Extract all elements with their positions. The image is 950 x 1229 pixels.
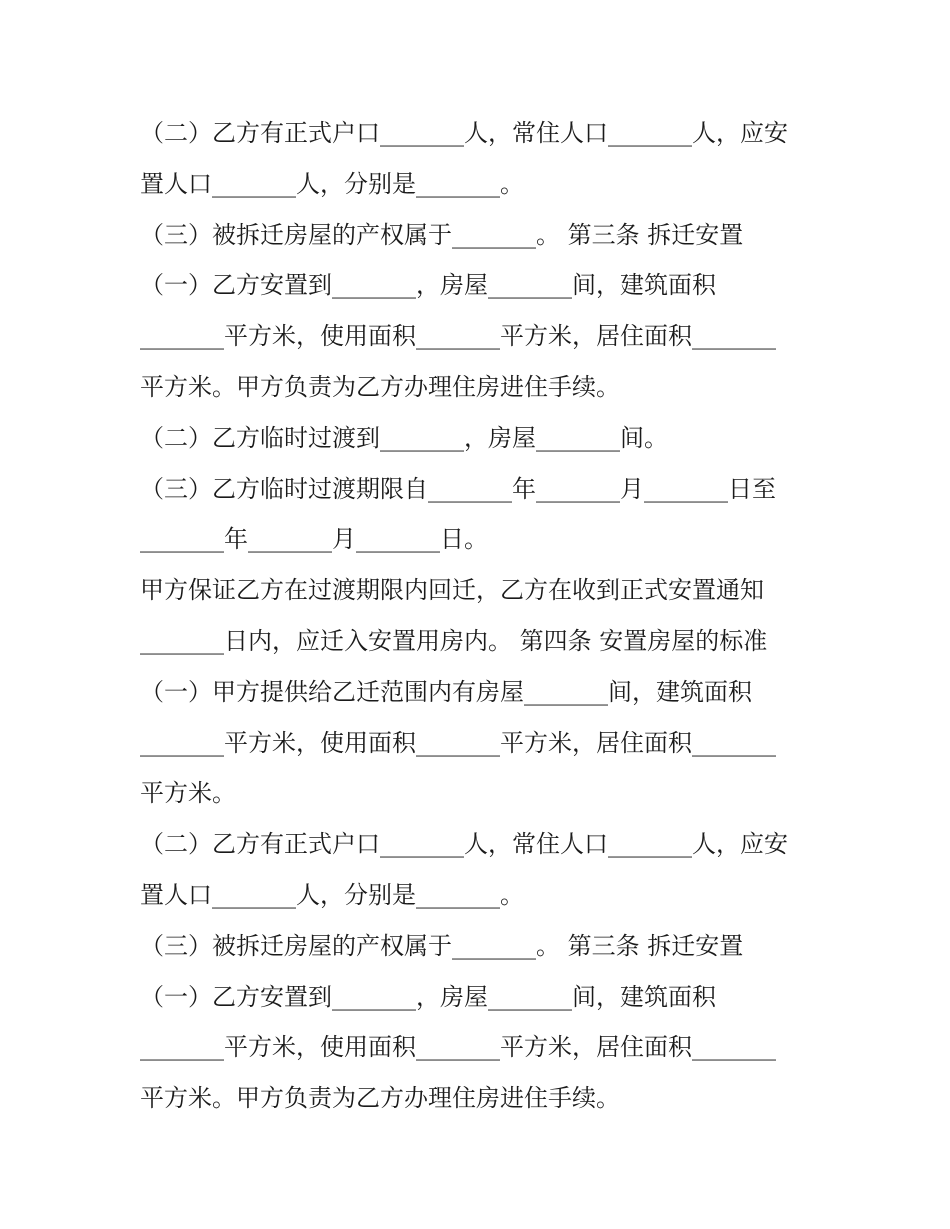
text-line: 甲方保证乙方在过渡期限内回迁，乙方在收到正式安置通知 [140,576,764,605]
text-line: （二）乙方有正式户口_______人，常住人口_______人，应安 [140,119,788,147]
text-line: _______年_______月_______日。 [140,525,488,554]
text-line: （二）乙方有正式户口_______人，常住人口_______人，应安 [140,830,788,859]
text-line: （一）乙方安置到_______，房屋_______间，建筑面积 [140,982,716,1011]
document-body [140,108,820,1124]
text-line: （一）乙方安置到_______，房屋_______间，建筑面积 [140,271,716,300]
text-line: _______平方米，使用面积_______平方米，居住面积_______ [140,728,776,757]
text-line: （一）甲方提供给乙迁范围内有房屋_______间，建筑面积 [140,677,752,706]
text-line: _______平方米，使用面积_______平方米，居住面积_______ [140,322,776,351]
text-line: 置人口_______人，分别是_______。 [140,169,524,198]
text-line: （二）乙方临时过渡到_______，房屋_______间。 [140,423,668,452]
text-line: 平方米。甲方负责为乙方办理住房进住手续。 [140,1084,620,1113]
text-line: （三）被拆迁房屋的产权属于_______。 第三条 拆迁安置 [140,931,744,960]
text-line: _______日内，应迁入安置用房内。 第四条 安置房屋的标准 [140,626,768,655]
text-line: 平方米。 [140,779,236,808]
text-line: （三）被拆迁房屋的产权属于_______。 第三条 拆迁安置 [140,220,744,249]
text-line: 平方米。甲方负责为乙方办理住房进住手续。 [140,372,620,401]
text-line: _______平方米，使用面积_______平方米，居住面积_______ [140,1033,776,1062]
text-line: 置人口_______人，分别是_______。 [140,880,524,909]
text-line: （三）乙方临时过渡期限自_______年_______月_______日至 [140,474,776,503]
